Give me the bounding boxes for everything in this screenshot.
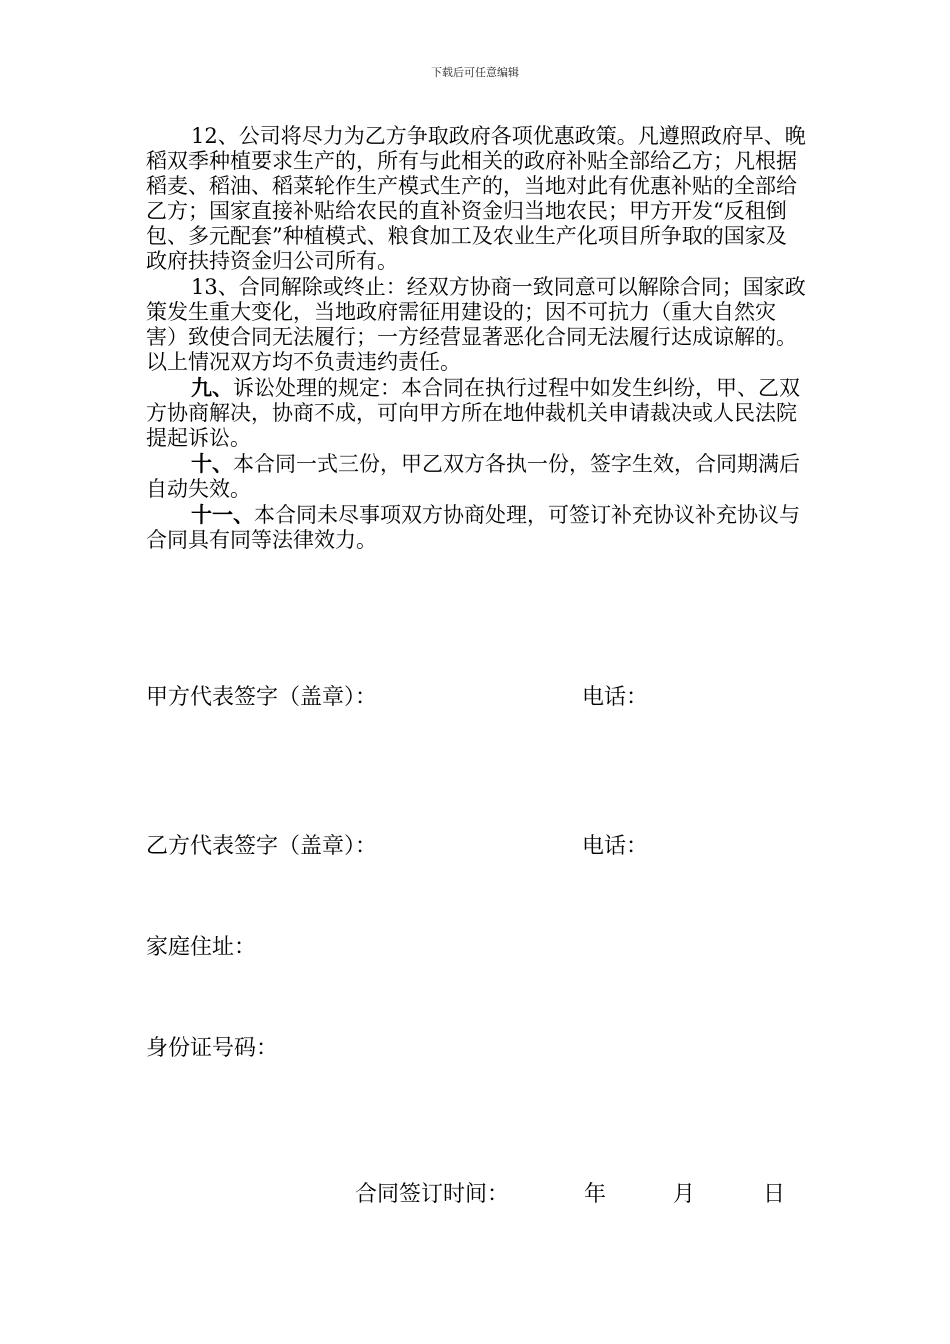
clause-13 — [146, 274, 806, 375]
clause-supplementary — [146, 502, 806, 553]
page-header-note: 下载后可任意编辑 — [431, 66, 519, 79]
party-b-signature-label: 乙方代表签字（盖章）： — [146, 834, 378, 859]
contract-body — [146, 123, 806, 553]
clause-lead: 九、 — [191, 375, 233, 400]
clause-text: 本合同一式三份，甲乙双方各执一份，签字生效，合同期满后自动失效。 — [146, 452, 800, 501]
clause-text: 诉讼处理的规定：本合同在执行过程中如发生纠纷，甲、乙双方协商解决，协商不成，可向甲方所在地仲裁机关申请裁决或人民法院提起诉讼。 — [146, 376, 800, 450]
clause-copies — [146, 451, 806, 502]
clause-lead: 十一、 — [191, 502, 254, 527]
id-number-label: 身份证号码： — [146, 1036, 279, 1061]
clause-text: 本合同未尽事项双方协商处理，可签订补充协议补充协议与合同具有同等法律效力。 — [146, 503, 800, 552]
party-b-phone-label: 电话： — [582, 834, 649, 859]
clause-12 — [146, 123, 806, 274]
party-a-signature-label: 甲方代表签字（盖章）： — [146, 685, 378, 710]
party-a-phone-label: 电话： — [582, 685, 649, 710]
clause-litigation — [146, 375, 806, 451]
home-address-label: 家庭住址： — [146, 935, 257, 960]
date-year-label: 年 — [584, 1182, 607, 1207]
date-month-label: 月 — [673, 1182, 696, 1207]
clause-text: 13、合同解除或终止：经双方协商一致同意可以解除合同；国家政策发生重大变化，当地政府需征用建设的；因不可抗力（重大自然灾害）致使合同无法履行；一方经营显著恶化合同无法履行达成谅解的。以上情况双方均不负责违约责任。 — [146, 275, 806, 374]
clause-lead: 十、 — [191, 451, 233, 476]
date-day-label: 日 — [763, 1182, 786, 1207]
contract-date-label: 合同签订时间： — [355, 1182, 510, 1207]
clause-text: 12、公司将尽力为乙方争取政府各项优惠政策。凡遵照政府早、晚稻双季种植要求生产的，所有与此相关的政府补贴全部给乙方；凡根据稻麦、稻油、稻菜轮作生产模式生产的，当地对此有优惠补贴的全部给乙方；国家直接补贴给农民的直补资金归当地农民；甲方开发“反租倒包、多元配套”种植模式、粮食加工及农业生产化项目所争取的国家及政府扶持资金归公司所有。 — [146, 124, 806, 273]
